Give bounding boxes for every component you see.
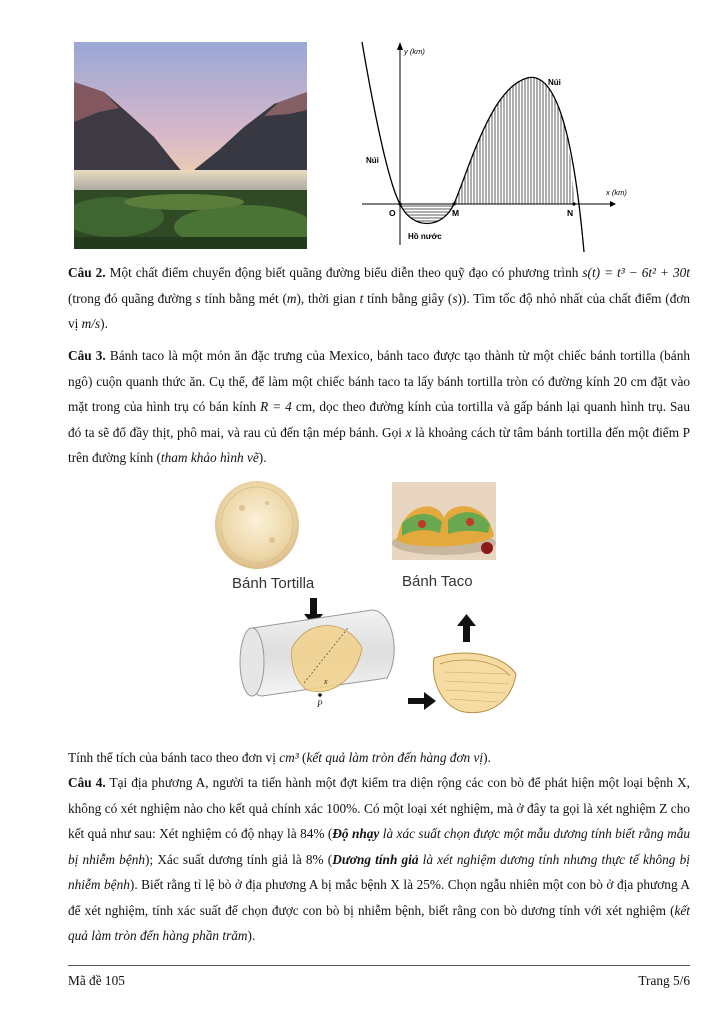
question-2-text: tính bằng mét ( xyxy=(204,290,287,306)
x-axis-label: x (km) xyxy=(606,188,627,197)
point-n-label: N xyxy=(567,208,574,218)
exam-code: Mã đề 105 xyxy=(68,973,125,988)
pct-25: 25% xyxy=(416,877,441,892)
question-4-text: Tại địa phương A, người ta tiến hành một đợt kiểm tra diện rộng các con bò để phát hiện một loại bệnh X, không có xét nghiệm nào cho kết quả chính xác xyxy=(68,775,690,816)
landscape-photo xyxy=(74,42,307,249)
question-2-label: Câu 2. xyxy=(68,265,106,280)
illustration-x-label: x xyxy=(324,677,328,686)
question-3-label: Câu 3. xyxy=(68,348,106,363)
point-o-label: O xyxy=(389,208,396,218)
question-4-label: Câu 4. xyxy=(68,775,106,790)
question-2-text: ), thời gian xyxy=(296,290,356,306)
question-2-text: )). Tìm tốc xyxy=(457,290,516,306)
unit-m: m xyxy=(286,290,297,306)
mountain-label-right: Núi xyxy=(548,78,561,87)
page-footer xyxy=(68,965,690,989)
unit-cm3: cm³ xyxy=(279,750,299,765)
question-4-text: ). Biết rằng tỉ lệ bò ở địa phương A bị mắc bệnh X là xyxy=(129,877,414,892)
question-2-text: tính bằng giây ( xyxy=(367,290,453,306)
rounding-note: kết quả làm tròn đến hàng đơn vị xyxy=(306,750,484,765)
unit-s: s xyxy=(452,290,458,306)
def-false-positive: là xét nghiệm dương tính nhưng thực tế không bị nhiễm bệnh xyxy=(68,851,690,892)
mountain-label-left: Núi xyxy=(366,156,379,165)
question-3-text: là khoảng cách từ tâm bánh tortilla đến một điểm P trên đường kính ( xyxy=(68,424,691,465)
question-3-text: Bánh taco là một món ăn đặc trưng của Mexico, bánh taco được tạo thành từ một chiếc bánh tortilla (bánh ngô) cuộn quanh thức ăn. Cụ thể, để làm một chiếc bánh taco ta lấy bánh tortilla tròn có đường kính 20 cm đặt vào mặt trong của hình trụ có bán kính xyxy=(68,348,691,414)
question-3-ask-end: ). xyxy=(483,750,491,765)
question-3-text: cm, dọc theo đường kính của tortilla và gấp bánh lại quanh hình trụ. Sau đó ta sẽ đổ đầy thịt, phô mai, và rau củ đến tận mép bánh. Gọi xyxy=(68,399,690,440)
question-3-text: ). xyxy=(258,450,267,465)
def-sensitivity: là xác suất chọn được một mẫu dương tính biết rằng mẫu bị nhiễm bệnh xyxy=(68,826,690,867)
question-4: Câu 4. Tại địa phương A, người ta tiến hành một đợt kiểm tra diện rộng các con bò để phát hiện một loại bệnh X, không có xét nghiệm nào cho kết quả chính xác 100%. Có một loại xét nghiệm, mà ở đây ta gọi là xét nghiệm Z cho kết quả như sau: Xét nghiệm có độ nhạy là 84% (Độ nhạy là xác suất chọn được một mẫu dương tính biết rằng mẫu bị nhiễm bệnh); Xác suất dương tính giả là 8% (Dương tính giả là xét nghiệm dương tính nhưng thực tế không bị nhiễm bệnh). Biết rằng tỉ lệ bò ở địa phương A bị mắc bệnh X là 25%. Chọn ngẫu nhiên một con bò ở địa phương A để xét nghiệm, tính xác suất để chọn được con bò bị nhiễm bệnh, biết rằng con bò dương tính với xét nghiệm (kết quả làm tròn đến hàng phần trăm). xyxy=(68,775,690,943)
tortilla-label: Bánh Tortilla xyxy=(232,575,315,592)
var-x: x xyxy=(405,424,412,440)
taco-illustration xyxy=(212,478,532,738)
question-2-text: ). xyxy=(100,316,108,331)
term-sensitivity: Độ nhạy xyxy=(332,826,380,841)
question-2-text: độ nhỏ nhất của chất điểm (đơn vị xyxy=(68,290,691,331)
question-2-line1: Một chất điểm chuyển động biết quãng đường biểu diễn theo quỹ đạo có phương trình xyxy=(109,265,579,280)
page-number: Trang 5/6 xyxy=(638,973,690,988)
lake-label: Hồ nước xyxy=(408,232,442,241)
radius-value: R = 4 xyxy=(260,399,292,414)
trajectory-graph xyxy=(362,40,634,252)
rounding-note: kết quả làm tròn đến hàng phần trăm xyxy=(68,902,690,943)
pct-84: 84% xyxy=(300,826,325,841)
question-2-text: (trong đó quãng đường xyxy=(68,290,192,306)
point-m-label: M xyxy=(452,208,460,218)
question-4-text: . Có một loại xét nghiệm, mà ở đây ta gọi là xét nghiệm Z cho kết quả như sau: Xét nghiệm có độ nhạy là xyxy=(68,800,690,841)
question-2 xyxy=(68,260,690,337)
pct-100: 100% xyxy=(326,800,358,816)
var-s: s xyxy=(195,290,201,306)
question-3 xyxy=(68,343,690,471)
unit-ms: m/s xyxy=(81,316,101,331)
var-t: t xyxy=(359,290,364,306)
question-2-formula: s(t) = t³ − 6t² + 30t xyxy=(582,265,690,280)
question-3-ask-text: Tính thể tích của bánh taco theo đơn vị xyxy=(68,750,276,765)
y-axis-label: y (km) xyxy=(404,47,425,56)
question-4-end: ). xyxy=(247,928,256,943)
taco-label: Bánh Taco xyxy=(402,573,473,590)
term-false-positive: Dương tính giả xyxy=(332,851,419,867)
figure-reference: tham khảo hình vẽ xyxy=(160,450,259,465)
question-4-text: ); Xác suất dương tính giả là xyxy=(145,851,302,867)
question-3-ask: Tính thể tích của bánh taco theo đơn vị cm³ (kết quả làm tròn đến hàng đơn vị). xyxy=(68,750,491,765)
illustration-p-label: P xyxy=(317,699,323,709)
pct-8: 8% xyxy=(305,851,324,867)
question-4-text: . Chọn ngẫu nhiên một con bò ở địa phương A để xét nghiệm, tính xác suất để chọn được con bò bị nhiễm bệnh, biết rằng con bò dương tính với xét nghiệm ( xyxy=(68,877,690,918)
